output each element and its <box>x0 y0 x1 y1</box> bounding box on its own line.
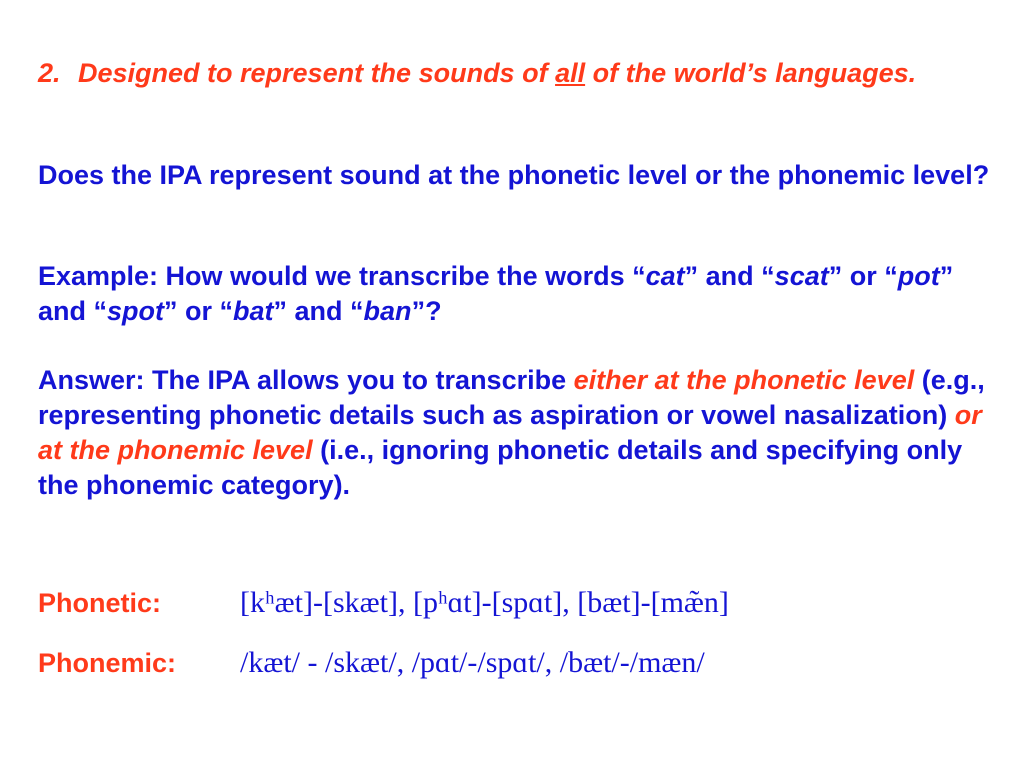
example-word-cat: cat <box>645 261 685 291</box>
answer-prefix: Answer: The IPA allows you to transcribe <box>38 365 574 395</box>
example-paragraph <box>38 259 998 329</box>
phonemic-transcription: /kæt/ - /skæt/, /pɑt/-/spɑt/, /bæt/-/mæn/ <box>240 646 705 679</box>
phonemic-label: Phonemic: <box>38 648 177 678</box>
phonetic-transcription: [kʰæt]-[skæt], [pʰɑt]-[spɑt], [bæt]-[mæ̃n] <box>240 586 729 619</box>
example-conn-1: ” and “ <box>684 261 775 291</box>
example-conn-5: ” and “ <box>273 296 364 326</box>
question-paragraph: Does the IPA represent sound at the phonetic level or the phonemic level? <box>38 160 990 190</box>
answer-middle: (e.g., representing phonetic details such as aspiration or vowel nasalization) <box>38 365 985 430</box>
answer-phonemic-phrase: or at the phonemic level <box>38 400 982 465</box>
example-word-scat: scat <box>774 261 829 291</box>
item-2-text <box>38 56 998 91</box>
answer-suffix: (i.e., ignoring phonetic details and specifying only the phonemic category). <box>38 435 963 500</box>
item-2-emphasis: all <box>555 58 586 88</box>
example-prefix: Example: How would we transcribe the words “ <box>38 261 646 291</box>
example-word-ban: ban <box>363 296 412 326</box>
phonetic-label: Phonetic: <box>38 588 162 618</box>
example-word-pot: pot <box>897 261 940 291</box>
example-conn-3: ” and “ <box>38 261 954 326</box>
item-2 <box>38 56 998 91</box>
example-conn-4: ” or “ <box>164 296 234 326</box>
example-conn-2: ” or “ <box>828 261 898 291</box>
item-2-text-after: of the world’s languages. <box>585 58 917 88</box>
item-2-text-before: Designed to represent the sounds of <box>78 58 556 88</box>
answer-paragraph <box>38 363 998 503</box>
example-conn-6: ”? <box>411 296 442 326</box>
item-2-number: 2. <box>38 58 61 88</box>
answer-phonetic-phrase: either at the phonetic level <box>573 365 915 395</box>
example-word-bat: bat <box>233 296 274 326</box>
example-word-spot: spot <box>107 296 165 326</box>
